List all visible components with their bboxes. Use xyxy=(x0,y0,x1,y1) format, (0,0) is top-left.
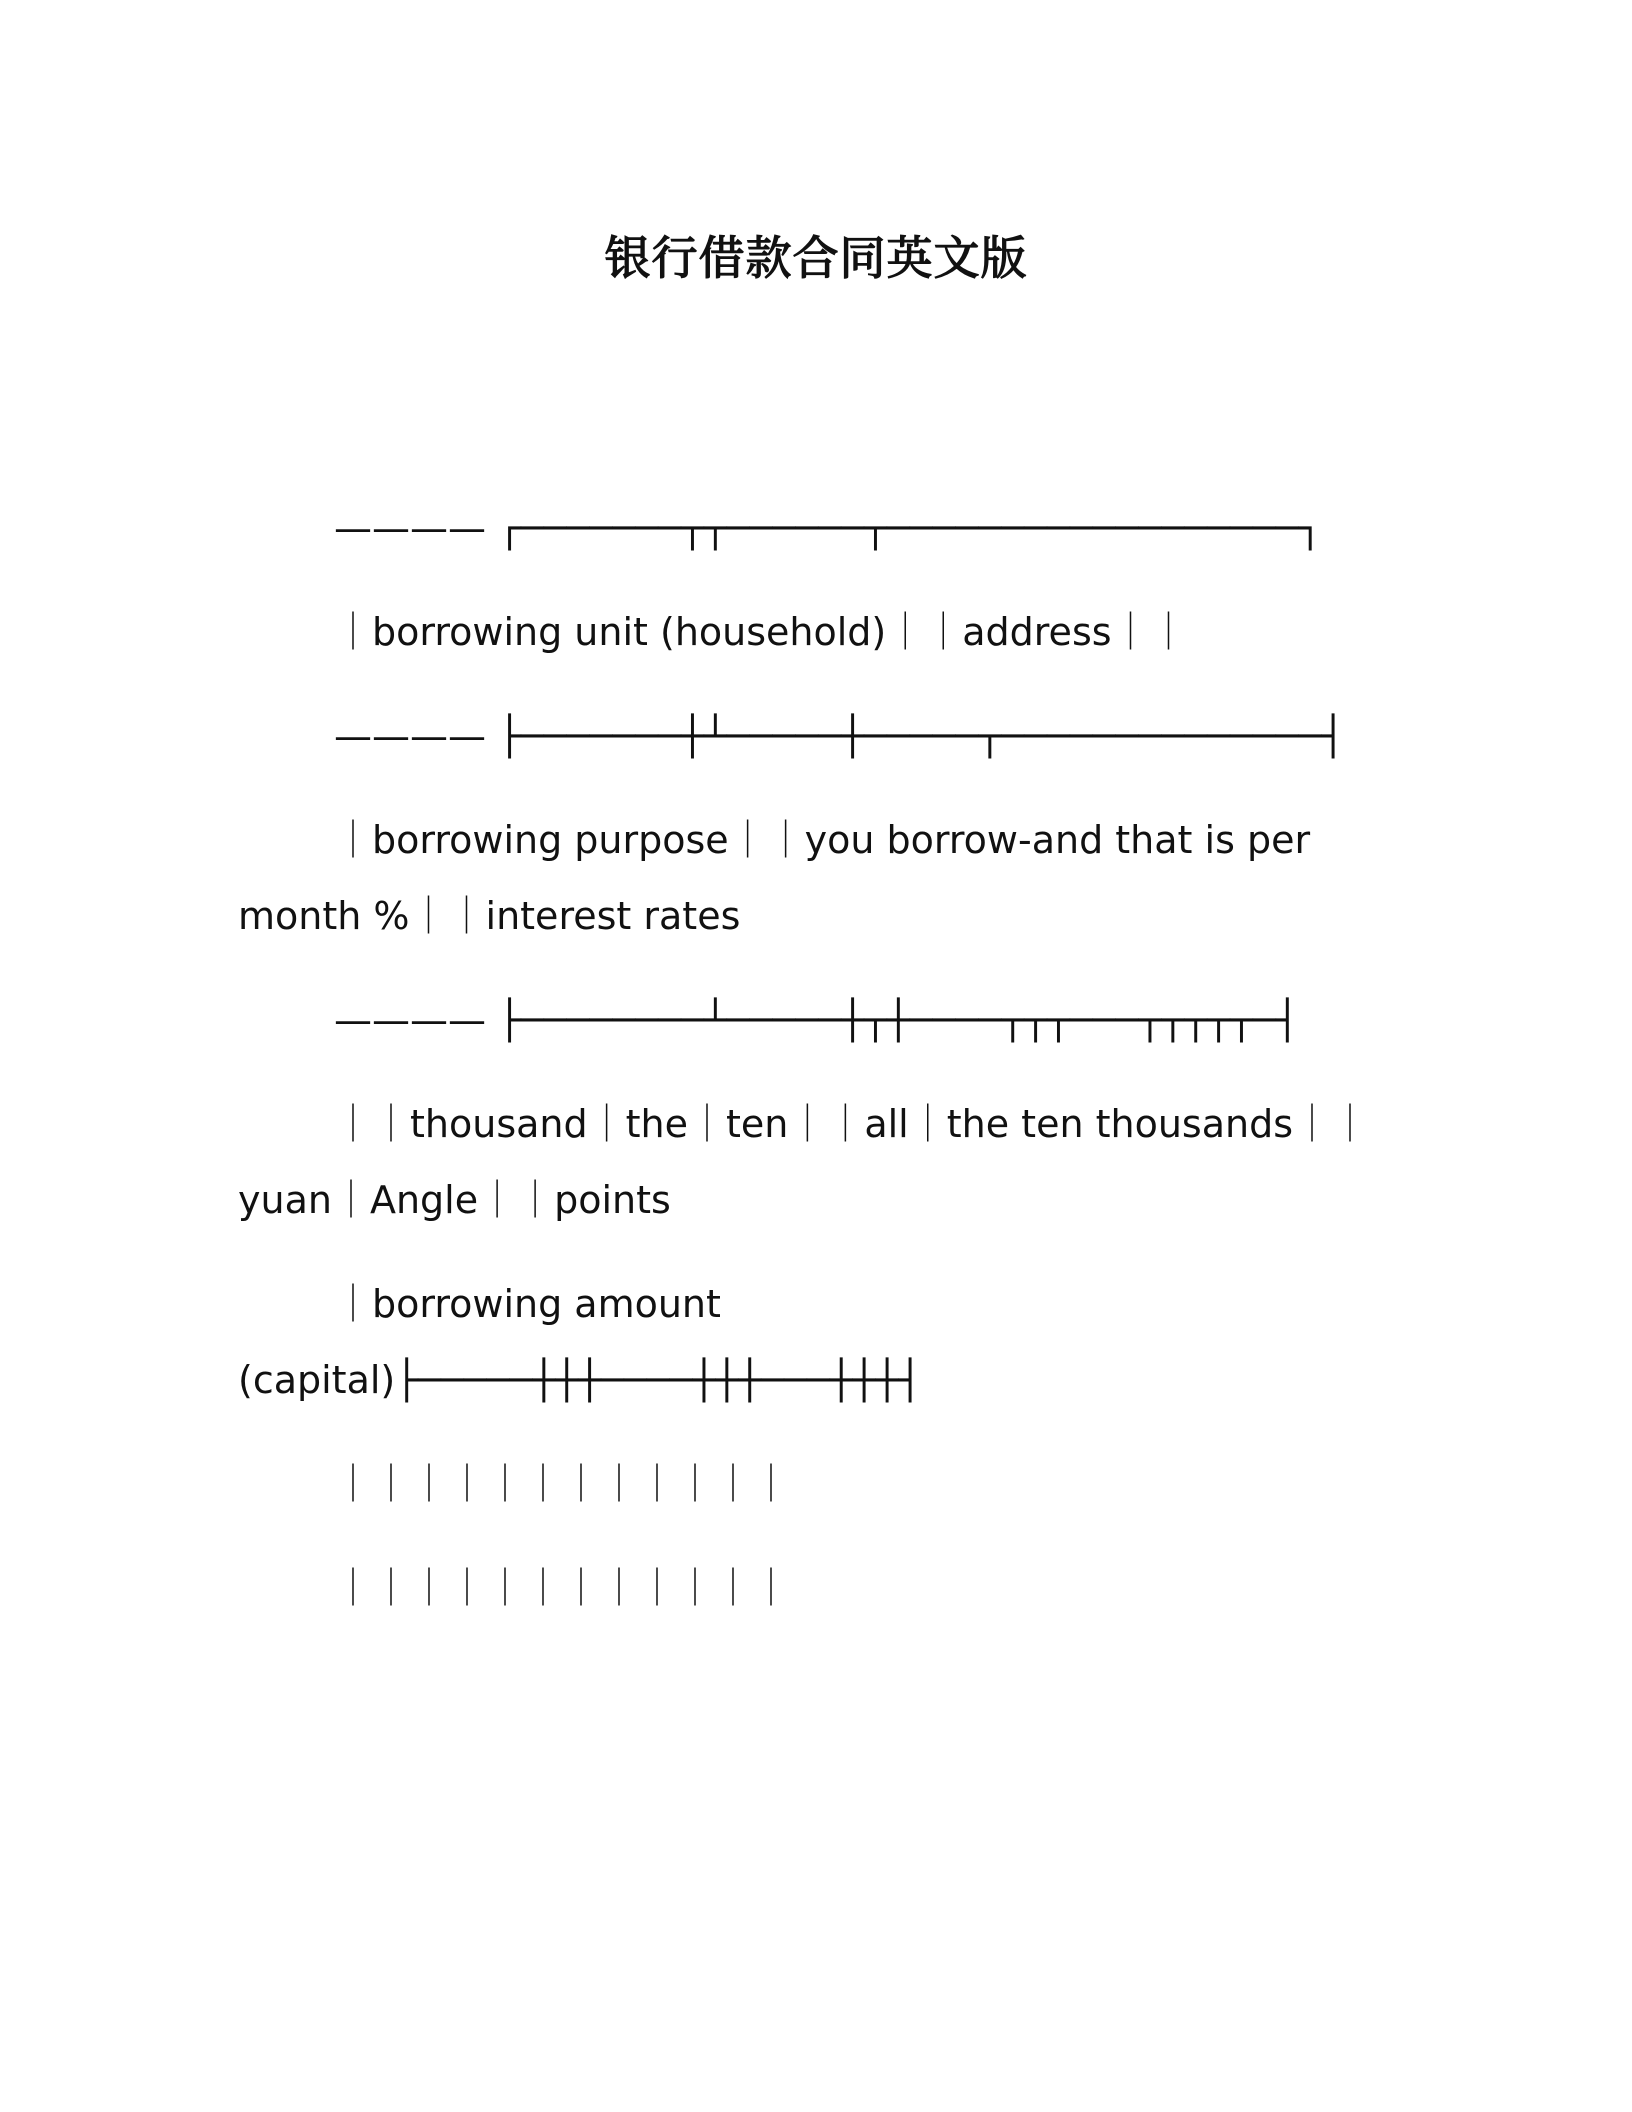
table-row-borrowing-amount: ｜borrowing amount (capital)├─────┼┼┼────┼┼┼───┼┼┼┤ xyxy=(238,1282,922,1402)
table-row-amount-units: ｜｜thousand｜the｜ten｜｜all｜the ten thousands｜｜yuan｜Angle｜｜points xyxy=(238,1102,1370,1222)
table-border-line: ———— ├───────┼┴─────┼─────┬──────────────┤ xyxy=(334,714,1345,758)
table-empty-row: ｜｜｜｜｜｜｜｜｜｜｜｜ xyxy=(334,1566,791,1610)
table-border-line: ———— ├────────┴─────┼┬┼────┬┬┬───┬┬┬┬┬─┤ xyxy=(334,998,1299,1042)
table-row-borrowing-unit: ｜borrowing unit (household)｜｜address｜｜ xyxy=(334,610,1188,654)
table-border-line: ———— ┌───────┬┬──────┬──────────────────┐ xyxy=(334,506,1322,550)
document-body xyxy=(238,490,1378,1654)
table-empty-row: ｜｜｜｜｜｜｜｜｜｜｜｜ xyxy=(334,1462,791,1506)
table-row-borrowing-purpose: ｜borrowing purpose｜｜you borrow-and that is per month %｜｜interest rates xyxy=(238,818,1311,938)
document-title: 银行借款合同英文版 xyxy=(604,231,1028,285)
